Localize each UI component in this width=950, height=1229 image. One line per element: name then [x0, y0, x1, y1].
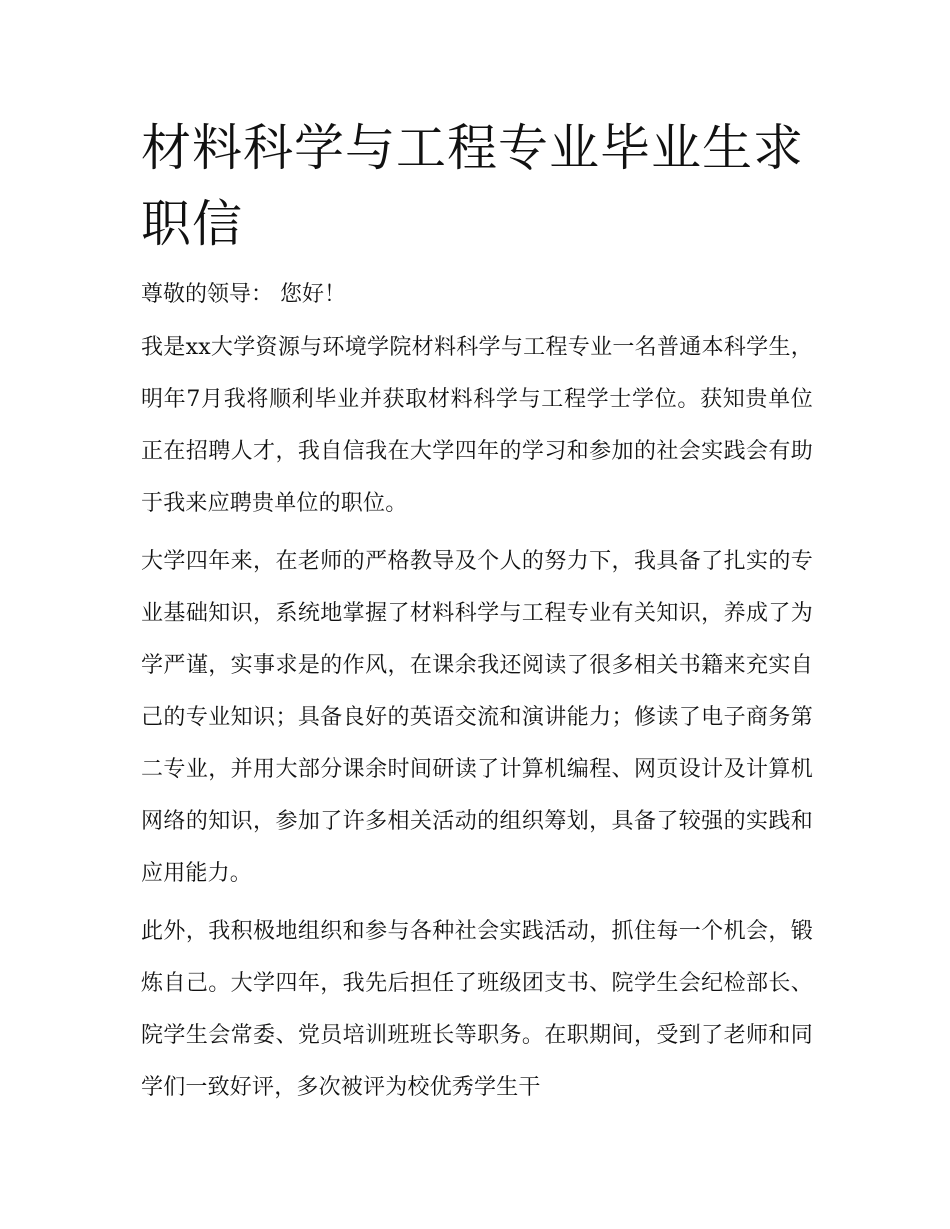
- document-body: [141, 110, 813, 1114]
- paragraph-introduction: 我是xx大学资源与环境学院材料科学与工程专业一名普通本科学生，明年7月我将顺利毕业并获取材料科学与工程学士学位。获知贵单位正在招聘人才，我自信我在大学四年的学习和参加的社会实践会有助于我来应聘贵单位的职位。: [141, 335, 813, 516]
- paragraph-academic-skills: 大学四年来，在老师的严格教导及个人的努力下，我具备了扎实的专业基础知识，系统地掌握了材料科学与工程专业有关知识，养成了为学严谨，实事求是的作风，在课余我还阅读了很多相关书籍来充实自己的专业知识；具备良好的英语交流和演讲能力；修读了电子商务第二专业，并用大部分课余时间研读了计算机编程、网页设计及计算机网络的知识，参加了许多相关活动的组织筹划，具备了较强的实践和应用能力。: [141, 549, 813, 886]
- greeting-line: 尊敬的领导： 您好！: [141, 282, 346, 307]
- paragraph-social-activities: 此外，我积极地组织和参与各种社会实践活动，抓住每一个机会，锻炼自己。大学四年，我先后担任了班级团支书、院学生会纪检部长、院学生会常委、党员培训班班长等职务。在职期间，受到了老师和同学们一致好评，多次被评为校优秀学生干: [141, 919, 813, 1100]
- document-title: 材料科学与工程专业毕业生求职信: [141, 119, 804, 253]
